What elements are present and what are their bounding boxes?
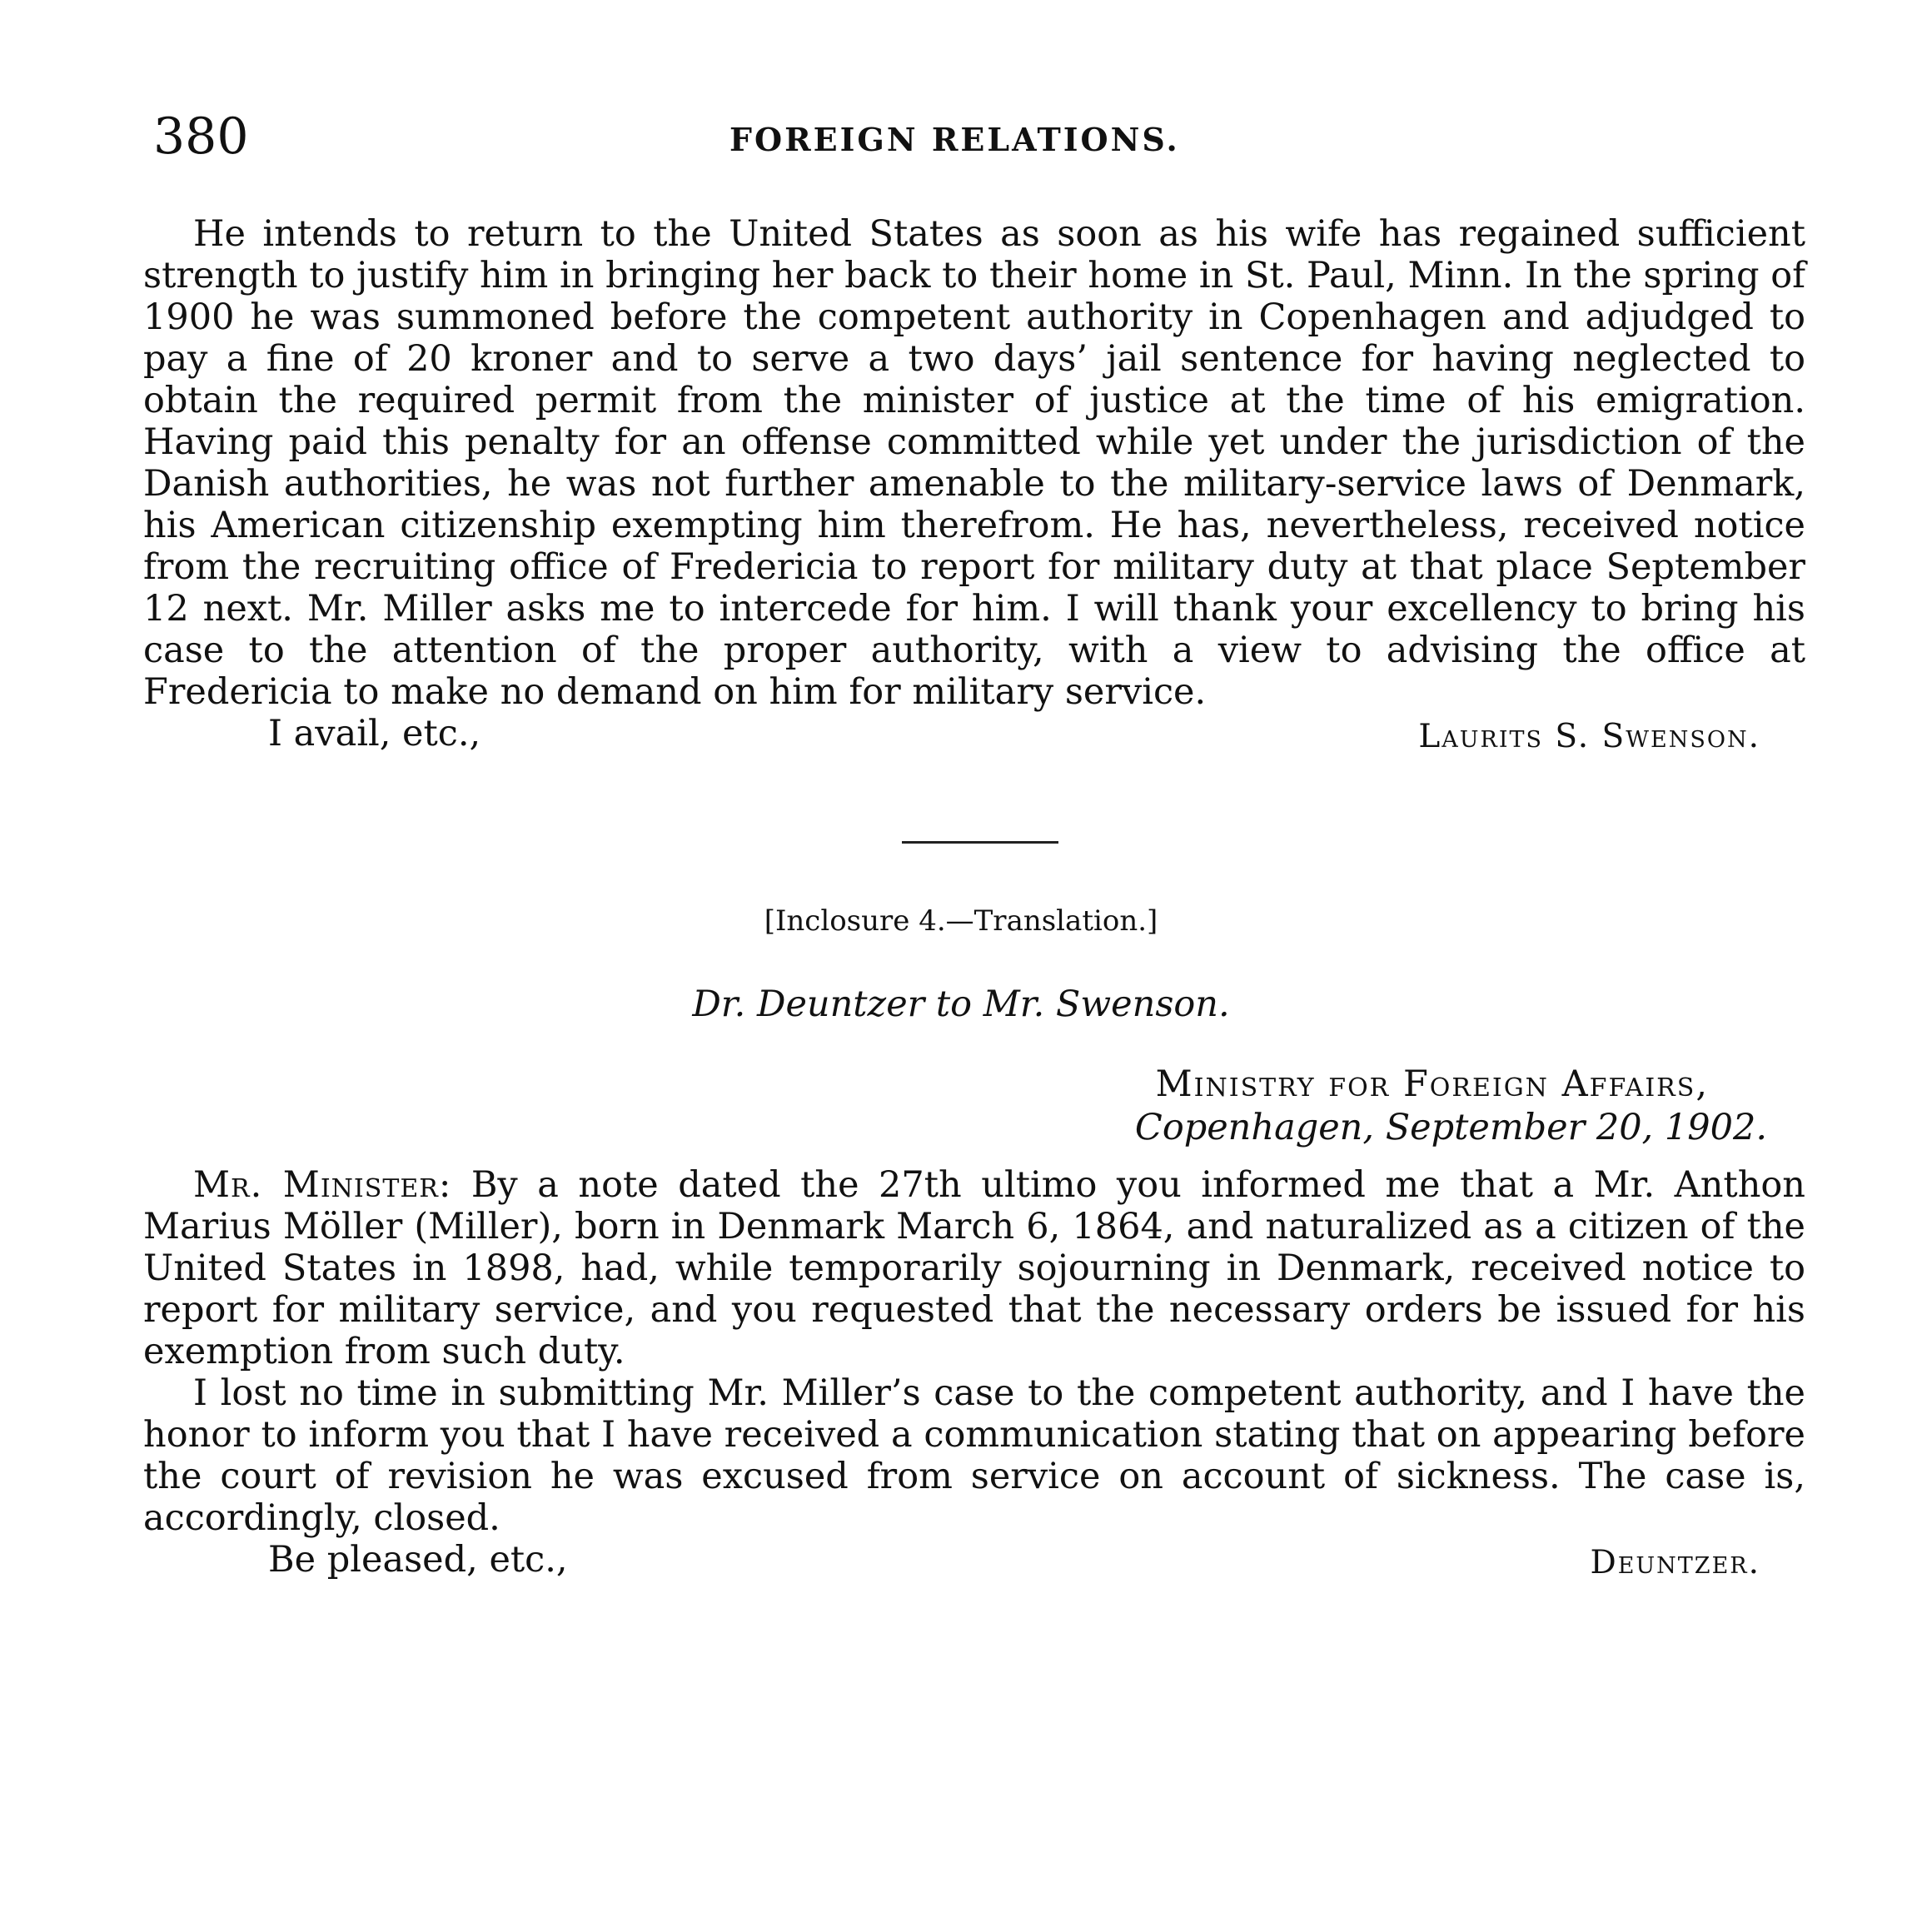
letter-deuntzer <box>143 1164 1805 1586</box>
salutation: Mr. Minister: <box>193 1164 452 1206</box>
letter-body-paragraph: He intends to return to the United States as soon as his wife has regained sufficient strength to justify him in bringing her back to their home in St. Paul, Minn. In the spring of 1900 he was summoned before the competent authority in Copenhagen and adjudged to pay a fine of 20 kroner and to serve a two days’ jail sentence for having neglected to obtain the required permit from the minister of justice at the time of his emigration. Having paid this penalty for an offense committed while yet under the jurisdiction of the Danish authorities, he was not further amenable to the military-service laws of Denmark, his American citizenship exempting him therefrom. He has, nevertheless, received notice from the recruiting office of Fredericia to report for military duty at that place September 12 next. Mr. Miller asks me to intercede for him. I will thank your excellency to bring his case to the attention of the proper authority, with a view to advising the office at Fredericia to make no demand on him for military service. <box>143 213 1805 713</box>
closing-row <box>143 1539 1805 1586</box>
dateline <box>1135 1063 1767 1149</box>
closing-text: I avail, etc., <box>268 713 481 754</box>
letter-paragraph-1 <box>143 1164 1805 1372</box>
page-header <box>147 103 1809 170</box>
place-and-date: Copenhagen, September 20, 1902. <box>1134 1107 1767 1148</box>
sender-office: Ministry for Foreign Affairs, <box>1155 1063 1709 1105</box>
closing-row <box>143 713 1805 759</box>
letter-swenson <box>143 213 1805 759</box>
section-divider <box>902 841 1058 844</box>
running-title: FOREIGN RELATIONS. <box>729 121 1180 158</box>
inclosure-label: [Inclosure 4.—Translation.] <box>764 904 1158 938</box>
page-number: 380 <box>153 107 249 166</box>
paragraph-1-text: By a note dated the 27th ultimo you informed me that a Mr. Anthon Marius Möller (Miller), born in Denmark March 6, 1864, and naturalized as a citizen of the United States in 1898, had, while temporarily sojourning in Denmark, received notice to report for military service, and you requested that the necessary orders be issued for his exemption from such duty. <box>143 1164 1805 1372</box>
signature: Laurits S. Swenson. <box>1418 718 1760 755</box>
signature: Deuntzer. <box>1590 1544 1760 1581</box>
letter-title: Dr. Deuntzer to Mr. Swenson. <box>692 983 1230 1025</box>
closing-text: Be pleased, etc., <box>268 1539 568 1581</box>
letter-paragraph-2: I lost no time in submitting Mr. Miller’s case to the competent authority, and I have the honor to inform you that I have received a communication stating that on appearing before the court of revision he was excused from service on account of sickness. The case is, accordingly, closed. <box>143 1372 1805 1539</box>
